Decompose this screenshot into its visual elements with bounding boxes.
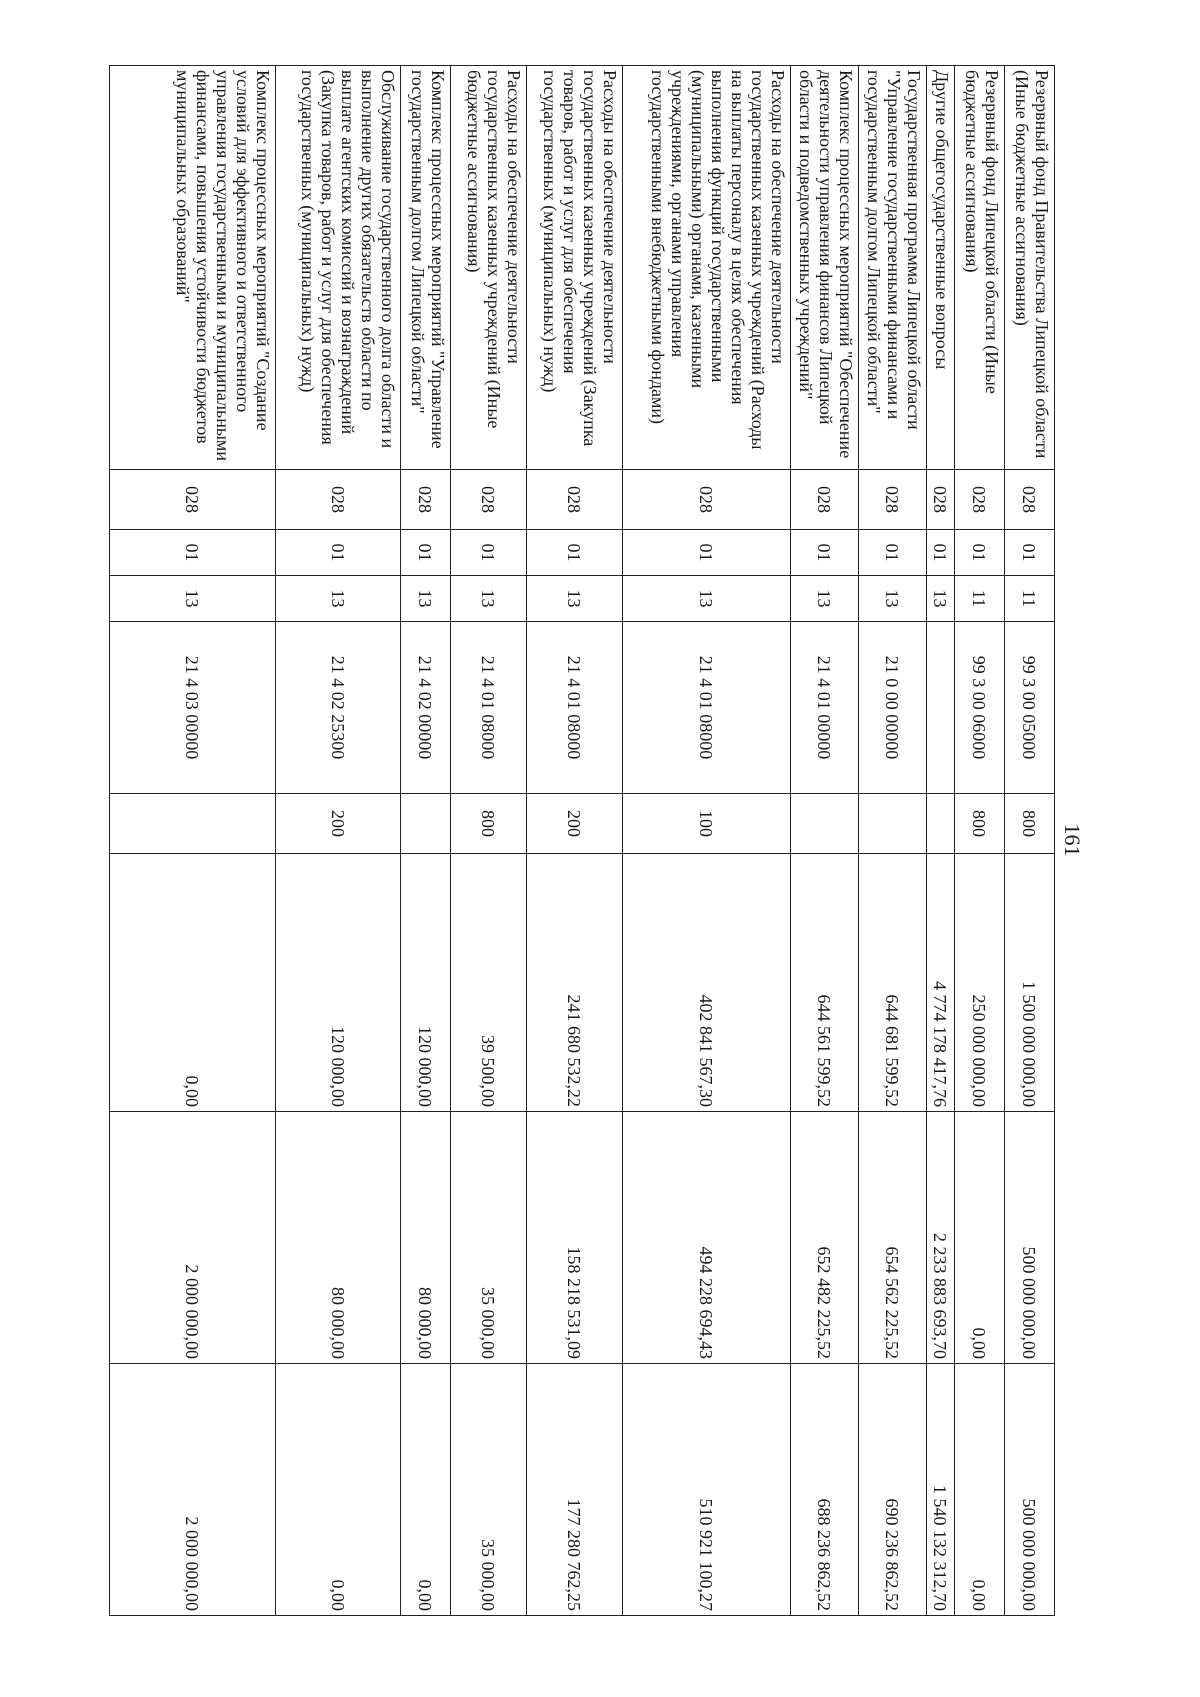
cell-sum-3: 1 540 132 312,70	[927, 1364, 955, 1616]
cell-sum-2: 2 000 000,00	[110, 1112, 276, 1364]
cell-sum-1: 120 000,00	[276, 854, 401, 1112]
cell-vr	[859, 794, 927, 854]
cell-pr: 13	[276, 576, 401, 622]
row-name: Расходы на обеспечение деятельности государственных казенных учреждений (Иные бюджетные ассигнования)	[451, 66, 527, 470]
cell-vr: 200	[276, 794, 401, 854]
row-name: Резервный фонд Липецкой области (Иные бюджетные ассигнования)	[955, 66, 1005, 470]
cell-sum-2: 0,00	[955, 1112, 1005, 1364]
table-row	[623, 66, 791, 1616]
cell-sum-1: 120 000,00	[401, 854, 451, 1112]
cell-rz: 01	[401, 530, 451, 576]
row-name: Обслуживание государственного долга области и выполнение других обязательств области по выплате агентских комиссий и вознаграждений (Закупка товаров, работ и услуг для обеспечения государственных (муниципальных) нужд)	[276, 66, 401, 470]
cell-pr: 13	[110, 576, 276, 622]
cell-pr: 13	[527, 576, 623, 622]
cell-ved: 028	[955, 470, 1005, 530]
table-row	[791, 66, 859, 1616]
cell-sum-1: 644 561 599,52	[791, 854, 859, 1112]
cell-pr: 11	[955, 576, 1005, 622]
cell-ved: 028	[623, 470, 791, 530]
cell-sum-3: 0,00	[276, 1364, 401, 1616]
row-name: Государственная программа Липецкой области "Управление государственными финансами и государственным долгом Липецкой области"	[859, 66, 927, 470]
cell-csr: 99 3 00 06000	[955, 622, 1005, 794]
cell-pr: 13	[859, 576, 927, 622]
cell-sum-3: 688 236 862,52	[791, 1364, 859, 1616]
cell-ved: 028	[791, 470, 859, 530]
cell-vr	[110, 794, 276, 854]
cell-csr: 21 4 03 00000	[110, 622, 276, 794]
cell-rz: 01	[527, 530, 623, 576]
cell-rz: 01	[859, 530, 927, 576]
cell-sum-1: 644 681 599,52	[859, 854, 927, 1112]
cell-ved: 028	[110, 470, 276, 530]
table-row	[451, 66, 527, 1616]
cell-sum-1: 39 500,00	[451, 854, 527, 1112]
cell-vr	[927, 794, 955, 854]
cell-sum-2: 80 000,00	[401, 1112, 451, 1364]
cell-sum-2: 2 233 883 693,70	[927, 1112, 955, 1364]
cell-ved: 028	[451, 470, 527, 530]
cell-csr	[927, 622, 955, 794]
cell-sum-2: 35 000,00	[451, 1112, 527, 1364]
cell-ved: 028	[276, 470, 401, 530]
cell-sum-3: 510 921 100,27	[623, 1364, 791, 1616]
cell-ved: 028	[527, 470, 623, 530]
cell-ved: 028	[1005, 470, 1055, 530]
row-name: Комплекс процессных мероприятий "Обеспечение деятельности управления финансов Липецкой области и подведомственных учреждений"	[791, 66, 859, 470]
cell-sum-2: 652 482 225,52	[791, 1112, 859, 1364]
cell-csr: 21 0 00 00000	[859, 622, 927, 794]
table-row	[859, 66, 927, 1616]
cell-pr: 13	[623, 576, 791, 622]
table-row	[276, 66, 401, 1616]
table-row	[527, 66, 623, 1616]
table-row	[401, 66, 451, 1616]
cell-rz: 01	[623, 530, 791, 576]
cell-rz: 01	[110, 530, 276, 576]
row-name: Другие общегосударственные вопросы	[927, 66, 955, 470]
cell-rz: 01	[1005, 530, 1055, 576]
cell-sum-3: 690 236 862,52	[859, 1364, 927, 1616]
cell-pr: 11	[1005, 576, 1055, 622]
cell-vr: 800	[451, 794, 527, 854]
page-number: 161	[1060, 823, 1085, 857]
table-row	[1005, 66, 1055, 1616]
cell-sum-2: 500 000 000,00	[1005, 1112, 1055, 1364]
row-name: Резервный фонд Правительства Липецкой области (Иные бюджетные ассигнования)	[1005, 66, 1055, 470]
cell-sum-1: 250 000 000,00	[955, 854, 1005, 1112]
cell-sum-2: 654 562 225,52	[859, 1112, 927, 1364]
cell-ved: 028	[927, 470, 955, 530]
cell-vr: 200	[527, 794, 623, 854]
cell-vr	[401, 794, 451, 854]
cell-ved: 028	[859, 470, 927, 530]
cell-rz: 01	[955, 530, 1005, 576]
cell-sum-3: 0,00	[955, 1364, 1005, 1616]
cell-csr: 21 4 01 08000	[451, 622, 527, 794]
cell-pr: 13	[791, 576, 859, 622]
cell-rz: 01	[791, 530, 859, 576]
cell-csr: 21 4 02 25300	[276, 622, 401, 794]
table-row	[927, 66, 955, 1616]
cell-sum-1: 4 774 178 417,76	[927, 854, 955, 1112]
cell-csr: 21 4 01 08000	[527, 622, 623, 794]
cell-sum-2: 158 218 531,09	[527, 1112, 623, 1364]
cell-sum-1: 0,00	[110, 854, 276, 1112]
cell-rz: 01	[451, 530, 527, 576]
cell-rz: 01	[276, 530, 401, 576]
cell-pr: 13	[927, 576, 955, 622]
cell-pr: 13	[401, 576, 451, 622]
cell-sum-3: 35 000,00	[451, 1364, 527, 1616]
cell-vr: 800	[1005, 794, 1055, 854]
rotated-page	[110, 65, 1085, 1615]
row-name: Расходы на обеспечение деятельности государственных казенных учреждений (Закупка товаров, работ и услуг для обеспечения государственных (муниципальных) нужд)	[527, 66, 623, 470]
cell-sum-1: 402 841 567,30	[623, 854, 791, 1112]
cell-sum-3: 177 280 762,25	[527, 1364, 623, 1616]
cell-csr: 21 4 02 00000	[401, 622, 451, 794]
cell-rz: 01	[927, 530, 955, 576]
cell-csr: 21 4 01 08000	[623, 622, 791, 794]
cell-csr: 99 3 00 05000	[1005, 622, 1055, 794]
cell-sum-3: 0,00	[401, 1364, 451, 1616]
cell-sum-3: 500 000 000,00	[1005, 1364, 1055, 1616]
cell-pr: 13	[451, 576, 527, 622]
cell-vr: 800	[955, 794, 1005, 854]
row-name: Расходы на обеспечение деятельности государственных казенных учреждений (Расходы на выплаты персоналу в целях обеспечения выполнения функций государственными (муниципальными) органами, казенными учреждениями, органами управления государственными внебюджетными фондами)	[623, 66, 791, 470]
cell-vr	[791, 794, 859, 854]
cell-sum-2: 494 228 694,43	[623, 1112, 791, 1364]
cell-sum-3: 2 000 000,00	[110, 1364, 276, 1616]
table-row	[955, 66, 1005, 1616]
cell-sum-2: 80 000,00	[276, 1112, 401, 1364]
row-name: Комплекс процессных мероприятий "Создание условий для эффективного и ответственного управления государственными и муниципальными финансами, повышения устойчивости бюджетов муниципальных образований"	[110, 66, 276, 470]
table-row	[110, 66, 276, 1616]
cell-vr: 100	[623, 794, 791, 854]
cell-sum-1: 241 680 532,22	[527, 854, 623, 1112]
cell-csr: 21 4 01 00000	[791, 622, 859, 794]
cell-sum-1: 1 500 000 000,00	[1005, 854, 1055, 1112]
row-name: Комплекс процессных мероприятий "Управление государственным долгом Липецкой области"	[401, 66, 451, 470]
budget-table	[109, 65, 1055, 1616]
cell-ved: 028	[401, 470, 451, 530]
